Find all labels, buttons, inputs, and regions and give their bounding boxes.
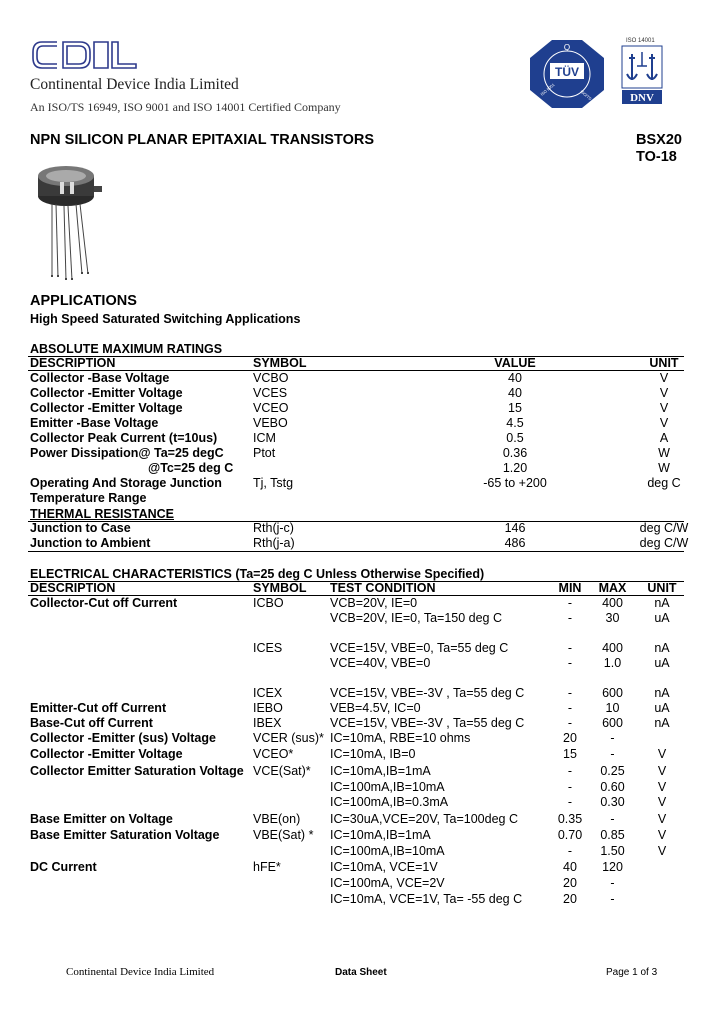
row-unit: V — [657, 844, 667, 858]
row-min: 0.70 — [557, 828, 583, 842]
col-min: MIN — [558, 581, 582, 595]
row-unit: W — [658, 446, 670, 460]
thermal-line-bottom — [28, 551, 684, 552]
row-min: 20 — [563, 876, 577, 890]
row-description: Collector -Emitter (sus) Voltage — [30, 731, 216, 745]
company-name: Continental Device India Limited — [30, 76, 239, 93]
thermal-row — [0, 536, 720, 551]
row-unit: nA — [654, 641, 670, 655]
row-value: 1.20 — [502, 461, 528, 475]
row-max: 120 — [602, 860, 623, 874]
elec-header — [0, 581, 720, 596]
row-max: - — [610, 892, 615, 906]
row-value: 146 — [504, 521, 526, 535]
row-min: - — [567, 780, 573, 794]
row-test-condition: IC=100mA,IB=10mA — [330, 844, 445, 858]
elec-row — [0, 611, 720, 626]
row-max: 600 — [602, 686, 623, 700]
row-description: Temperature Range — [30, 491, 147, 505]
row-symbol: VCES — [253, 386, 288, 400]
abs-max-row — [0, 431, 720, 446]
tuv-sub-left: ISO 9001 — [539, 82, 556, 97]
row-description: Collector -Emitter Voltage — [30, 747, 183, 761]
abs-max-header — [0, 356, 720, 371]
row-test-condition: IC=10mA, IB=0 — [330, 747, 416, 761]
row-max: 10 — [605, 701, 620, 715]
elec-row — [0, 892, 720, 907]
row-symbol: VCEO — [253, 401, 289, 415]
row-test-condition: IC=30uA,VCE=20V, Ta=100deg C — [330, 812, 518, 826]
row-unit: nA — [654, 716, 670, 730]
row-min: - — [567, 641, 573, 655]
row-symbol: hFE* — [253, 860, 281, 874]
row-min: 20 — [563, 892, 577, 906]
abs-max-row — [0, 491, 720, 506]
row-description: Base Emitter on Voltage — [30, 812, 173, 826]
row-max: 400 — [602, 596, 623, 610]
elec-row — [0, 764, 720, 779]
row-min: - — [567, 764, 573, 778]
elec-row — [0, 828, 720, 843]
row-unit: uA — [654, 701, 670, 715]
row-unit: nA — [654, 596, 670, 610]
row-unit: V — [657, 764, 667, 778]
elec-row — [0, 876, 720, 891]
row-min: - — [567, 844, 573, 858]
thermal-title — [30, 507, 174, 521]
row-min: - — [567, 656, 573, 670]
elec-row — [0, 844, 720, 859]
row-unit: V — [659, 386, 669, 400]
row-symbol: VBE(Sat) * — [253, 828, 314, 842]
row-min: 20 — [563, 731, 577, 745]
row-max: - — [610, 731, 615, 745]
part-number: BSX20 — [636, 132, 682, 148]
row-min: - — [567, 686, 573, 700]
col-test-condition: TEST CONDITION — [330, 581, 436, 595]
row-max: 0.85 — [600, 828, 625, 842]
row-unit: V — [657, 780, 667, 794]
row-test-condition: VCE=15V, VBE=0, Ta=55 deg C — [330, 641, 509, 655]
abs-max-title: ABSOLUTE MAXIMUM RATINGS — [30, 342, 223, 356]
col-value: VALUE — [494, 356, 536, 370]
row-max: 30 — [605, 611, 620, 625]
row-value: -65 to +200 — [483, 476, 547, 490]
company-logo — [30, 36, 140, 76]
row-description: Emitter -Base Voltage — [30, 416, 159, 430]
footer-company: Continental Device India Limited — [66, 966, 215, 978]
row-symbol: IEBO — [253, 701, 283, 715]
footer-page: Page 1 of 3 — [606, 967, 658, 978]
row-description: Junction to Ambient — [30, 536, 151, 550]
row-unit: W — [658, 461, 670, 475]
row-max: 1.0 — [603, 656, 622, 670]
row-symbol: VBE(on) — [253, 812, 301, 826]
elec-row — [0, 747, 720, 762]
row-unit: V — [657, 747, 667, 761]
abs-max-row — [0, 446, 720, 461]
tuv-sub-right: ISO/TS 16949 — [579, 88, 602, 110]
row-min: 0.35 — [557, 812, 583, 826]
row-description: Collector Peak Current (t=10us) — [30, 431, 218, 445]
row-max: 400 — [602, 641, 623, 655]
elec-row — [0, 795, 720, 810]
dnv-badge — [618, 36, 666, 108]
row-symbol: Tj, Tstg — [253, 476, 294, 490]
row-symbol: Rth(j-a) — [253, 536, 295, 550]
elec-row — [0, 780, 720, 795]
row-test-condition: IC=10mA,IB=1mA — [330, 764, 431, 778]
row-unit: V — [659, 371, 669, 385]
row-value: 40 — [508, 386, 522, 400]
row-min: 15 — [563, 747, 577, 761]
row-test-condition: IC=100mA, VCE=2V — [330, 876, 445, 890]
row-unit: V — [659, 416, 669, 430]
row-max: 600 — [602, 716, 623, 730]
row-description: @Tc=25 deg C — [148, 461, 234, 475]
package-type: TO-18 — [636, 149, 677, 165]
row-test-condition: VCB=20V, IE=0, Ta=150 deg C — [330, 611, 503, 625]
elec-row — [0, 656, 720, 671]
row-description: Collector -Emitter Voltage — [30, 386, 183, 400]
row-description: Collector -Base Voltage — [30, 371, 170, 385]
row-unit: V — [657, 812, 667, 826]
row-unit: A — [659, 431, 669, 445]
row-description: Collector-Cut off Current — [30, 596, 178, 610]
row-unit: deg C — [647, 476, 681, 490]
footer-center: Data Sheet — [335, 967, 387, 978]
row-min: 40 — [563, 860, 577, 874]
row-value: 4.5 — [506, 416, 524, 430]
svg-text:Q: Q — [563, 43, 571, 52]
row-symbol: VCER (sus)* — [253, 731, 324, 745]
tuv-text: TÜV — [555, 65, 579, 79]
abs-max-row — [0, 476, 720, 491]
elec-row — [0, 860, 720, 875]
row-symbol: VCE(Sat)* — [253, 764, 311, 778]
tuv-badge — [528, 38, 606, 110]
row-max: - — [610, 747, 615, 761]
row-symbol: ICEX — [253, 686, 283, 700]
thermal-title-text: THERMAL RESISTANCE — [30, 507, 174, 521]
row-unit: uA — [654, 611, 670, 625]
row-test-condition: VCB=20V, IE=0 — [330, 596, 418, 610]
row-symbol: ICM — [253, 431, 276, 445]
row-symbol: Ptot — [253, 446, 276, 460]
to18-package-image — [30, 162, 110, 292]
row-test-condition: IC=100mA,IB=0.3mA — [330, 795, 449, 809]
row-max: - — [610, 876, 615, 890]
row-value: 0.5 — [506, 431, 524, 445]
row-unit: V — [657, 828, 667, 842]
row-symbol: Rth(j-c) — [253, 521, 294, 535]
row-value: 15 — [508, 401, 522, 415]
row-description: DC Current — [30, 860, 97, 874]
elec-row — [0, 596, 720, 611]
col-description: DESCRIPTION — [30, 356, 116, 370]
abs-max-row — [0, 386, 720, 401]
row-description: Power Dissipation@ Ta=25 degC — [30, 446, 224, 460]
row-unit: deg C/W — [639, 536, 689, 550]
certification-line: An ISO/TS 16949, ISO 9001 and ISO 14001 Certified Company — [30, 100, 341, 114]
row-max: 0.60 — [600, 780, 625, 794]
row-unit: uA — [654, 656, 670, 670]
row-symbol: VEBO — [253, 416, 288, 430]
row-description: Base Emitter Saturation Voltage — [30, 828, 220, 842]
abs-max-row — [0, 416, 720, 431]
elec-row — [0, 701, 720, 716]
applications-heading: APPLICATIONS — [30, 293, 137, 309]
col-unit: UNIT — [649, 356, 679, 370]
row-min: - — [567, 701, 573, 715]
row-unit: nA — [654, 686, 670, 700]
row-symbol: IBEX — [253, 716, 282, 730]
page-title: NPN SILICON PLANAR EPITAXIAL TRANSISTORS — [30, 132, 374, 148]
row-min: - — [567, 611, 573, 625]
row-unit: deg C/W — [639, 521, 689, 535]
elec-row — [0, 641, 720, 656]
elec-row — [0, 812, 720, 827]
row-value: 40 — [508, 371, 522, 385]
row-max: 1.50 — [600, 844, 625, 858]
elec-row — [0, 731, 720, 746]
abs-max-row — [0, 401, 720, 416]
row-unit: V — [657, 795, 667, 809]
row-value: 486 — [504, 536, 526, 550]
row-test-condition: IC=10mA,IB=1mA — [330, 828, 431, 842]
row-test-condition: VCE=40V, VBE=0 — [330, 656, 431, 670]
dnv-text: DNV — [630, 92, 654, 104]
elec-row — [0, 686, 720, 701]
abs-max-row — [0, 461, 720, 476]
row-symbol: VCEO* — [253, 747, 294, 761]
elec-row — [0, 716, 720, 731]
applications-text: High Speed Saturated Switching Applications — [30, 312, 301, 326]
row-test-condition: IC=10mA, VCE=1V — [330, 860, 438, 874]
abs-max-row — [0, 371, 720, 386]
row-max: 0.30 — [600, 795, 625, 809]
row-description: Collector -Emitter Voltage — [30, 401, 183, 415]
row-symbol: VCBO — [253, 371, 289, 385]
row-symbol: ICBO — [253, 596, 284, 610]
row-description: Collector Emitter Saturation Voltage — [30, 764, 244, 778]
row-max: - — [610, 812, 615, 826]
row-test-condition: VCE=15V, VBE=-3V , Ta=55 deg C — [330, 716, 525, 730]
row-test-condition: VCE=15V, VBE=-3V , Ta=55 deg C — [330, 686, 525, 700]
row-symbol: ICES — [253, 641, 283, 655]
row-test-condition: VEB=4.5V, IC=0 — [330, 701, 421, 715]
col-unit: UNIT — [647, 581, 677, 595]
col-description: DESCRIPTION — [30, 581, 116, 595]
elec-title: ELECTRICAL CHARACTERISTICS (Ta=25 deg C Unless Otherwise Specified) — [30, 567, 485, 581]
row-description: Emitter-Cut off Current — [30, 701, 167, 715]
row-value: 0.36 — [502, 446, 528, 460]
col-symbol: SYMBOL — [253, 581, 307, 595]
row-min: - — [567, 795, 573, 809]
row-description: Base-Cut off Current — [30, 716, 153, 730]
row-description: Junction to Case — [30, 521, 131, 535]
row-min: - — [567, 596, 573, 610]
row-min: - — [567, 716, 573, 730]
col-max: MAX — [598, 581, 627, 595]
row-test-condition: IC=100mA,IB=10mA — [330, 780, 445, 794]
dnv-top-text: ISO 14001 — [626, 38, 655, 44]
col-symbol: SYMBOL — [253, 356, 307, 370]
row-unit: V — [659, 401, 669, 415]
thermal-row — [0, 521, 720, 536]
row-description: Operating And Storage Junction — [30, 476, 222, 490]
row-max: 0.25 — [600, 764, 625, 778]
row-test-condition: IC=10mA, RBE=10 ohms — [330, 731, 471, 745]
row-test-condition: IC=10mA, VCE=1V, Ta= -55 deg C — [330, 892, 523, 906]
